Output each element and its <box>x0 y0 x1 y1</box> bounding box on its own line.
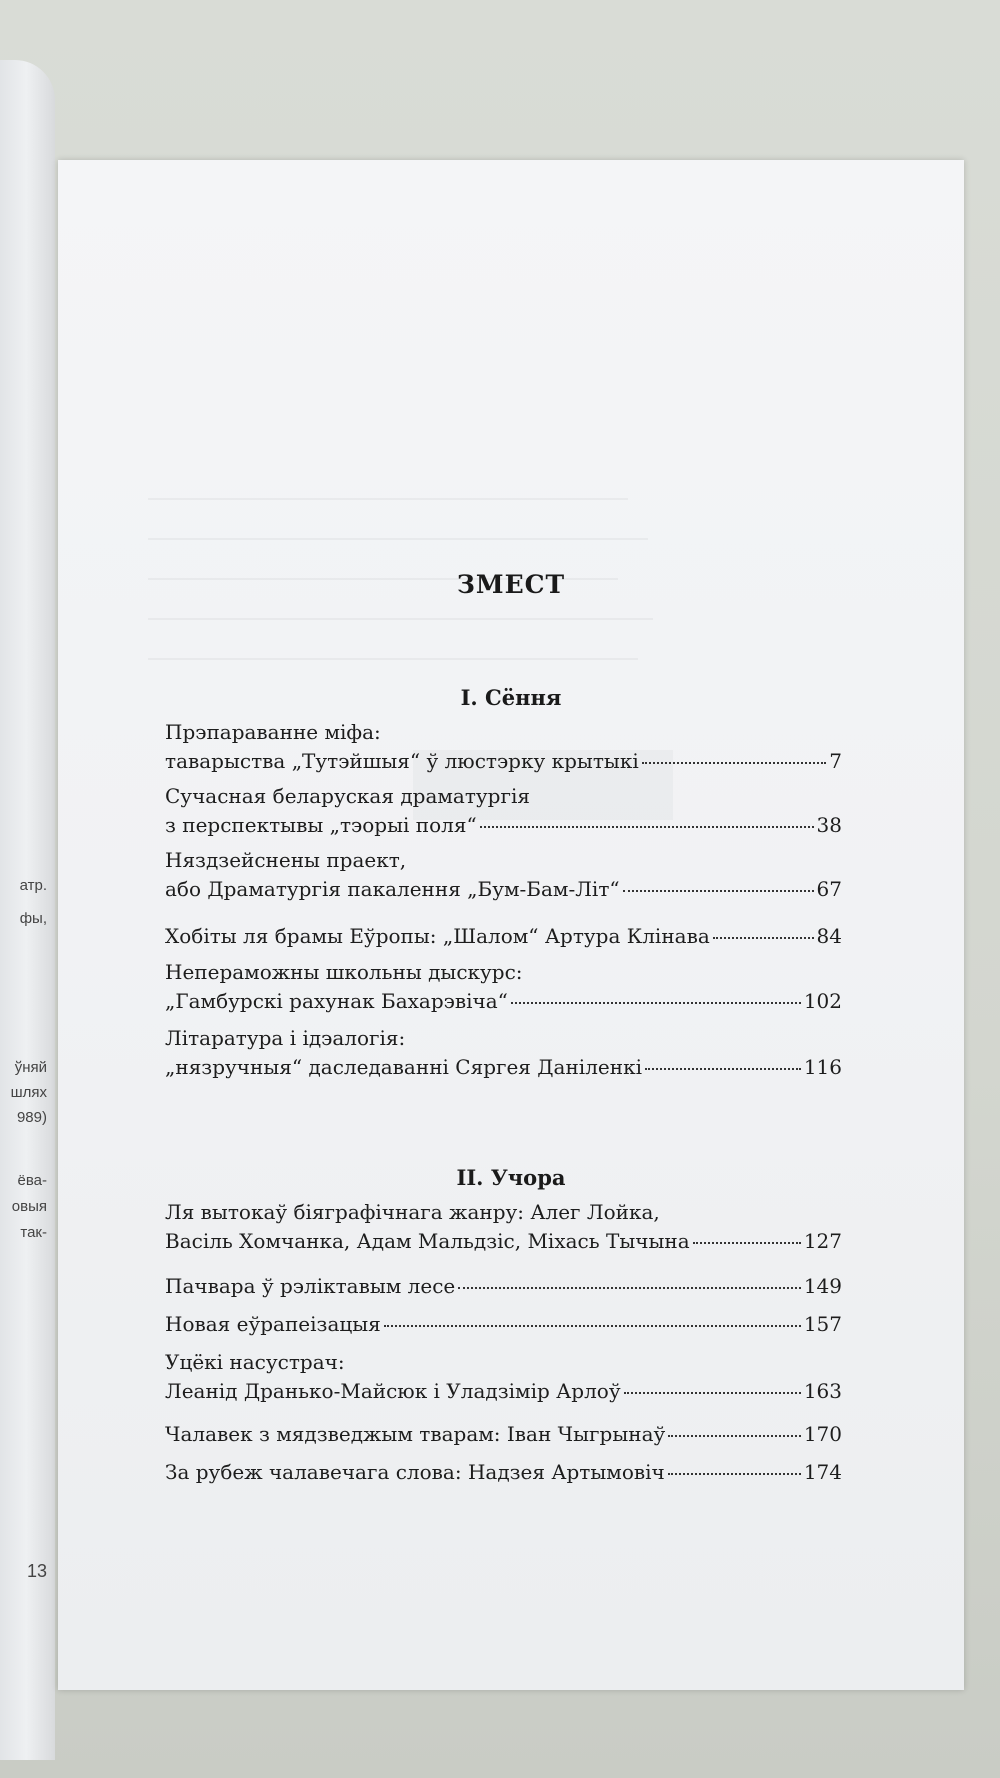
leader-dots <box>645 1067 801 1070</box>
toc-entry <box>165 782 842 840</box>
toc-entry-line: Уцёкі насустрач: <box>165 1350 345 1374</box>
toc-entry <box>165 1310 842 1339</box>
page-number: 163 <box>803 1379 842 1403</box>
page-number: 149 <box>803 1274 842 1298</box>
toc-entry-line: Хобіты ля брамы Еўропы: „Шалом“ Артура Клінава <box>165 924 710 948</box>
toc-entry-line: Васіль Хомчанка, Адам Мальдзіс, Міхась Тычына <box>165 1229 690 1253</box>
left-page-fragment: ёва- <box>17 1172 47 1189</box>
left-page-fragment: 989) <box>16 1109 47 1126</box>
toc-entry-line: Літаратура і ідэалогія: <box>165 1026 406 1050</box>
leader-dots <box>384 1324 801 1327</box>
toc-entry-line: „Гамбурскі рахунак Бахарэвіча“ <box>165 989 508 1013</box>
page-number: 116 <box>803 1055 842 1079</box>
toc-entry-line: Непераможны школьны дыскурс: <box>165 960 523 984</box>
left-page-fragment: так- <box>20 1224 47 1241</box>
toc-entry <box>165 846 842 904</box>
leader-dots <box>458 1286 801 1289</box>
page-number: 174 <box>803 1460 842 1484</box>
leader-dots <box>713 936 814 939</box>
toc-entry-line: таварыства „Тутэйшыя“ ў люстэрку крытыкі <box>165 749 639 773</box>
toc-entry-line: Новая еўрапеізацыя <box>165 1312 381 1336</box>
page-number: 38 <box>816 813 842 837</box>
leader-dots <box>668 1472 801 1475</box>
toc-title: ЗМЕСТ <box>456 570 566 599</box>
toc-entry-line: або Драматургія пакалення „Бум-Бам-Літ“ <box>165 877 620 901</box>
left-page-fragment: овыя <box>11 1198 47 1215</box>
leader-dots <box>624 1391 801 1394</box>
page-number: 157 <box>803 1312 842 1336</box>
leader-dots <box>623 889 814 892</box>
left-page-number: 13 <box>26 1561 47 1581</box>
toc-entry <box>165 718 842 776</box>
show-through-text <box>148 460 668 660</box>
page-number: 170 <box>803 1422 842 1446</box>
toc-entry <box>165 922 842 951</box>
toc-entry-line: Прэпараванне міфа: <box>165 720 381 744</box>
toc-entry-line: Пачвара ў рэліктавым лесе <box>165 1274 456 1298</box>
toc-entry <box>165 1024 842 1082</box>
toc-entry-line: Сучасная беларуская драматургія <box>165 784 530 808</box>
toc-entry <box>165 958 842 1016</box>
page-number: 102 <box>803 989 842 1013</box>
toc-entry-line: За рубеж чалавечага слова: Надзея Артымовіч <box>165 1460 665 1484</box>
toc-entry <box>165 1458 842 1487</box>
toc-entry <box>165 1420 842 1449</box>
toc-entry <box>165 1198 842 1256</box>
left-page-fragment: шлях <box>10 1084 47 1101</box>
section-title: II. Учора <box>456 1165 566 1190</box>
leader-dots <box>480 825 814 828</box>
page-number: 127 <box>803 1229 842 1253</box>
page-number: 67 <box>816 877 842 901</box>
left-page-fragment: атр. <box>19 877 47 894</box>
left-page-fragment: фы, <box>19 910 47 927</box>
toc-entry-line: з перспектывы „тэорыі поля“ <box>165 813 477 837</box>
toc-entry <box>165 1272 842 1301</box>
book-page <box>58 160 964 1690</box>
toc-entry-line: Няздзейснены праект, <box>165 848 407 872</box>
toc-entry-line: Чалавек з мядзведжым тварам: Іван Чыгрынаў <box>165 1422 666 1446</box>
toc-entry-line: Леанід Дранько-Майсюк і Уладзімір Арлоў <box>165 1379 621 1403</box>
toc-entry-line: „нязручныя“ даследаванні Сяргея Даніленкі <box>165 1055 642 1079</box>
leader-dots <box>668 1434 801 1437</box>
toc-entry <box>165 1348 842 1406</box>
left-page-fragment: ўняй <box>14 1059 47 1076</box>
leader-dots <box>511 1001 801 1004</box>
toc-entry-line: Ля вытокаў біяграфічнага жанру: Алег Лойка, <box>165 1200 660 1224</box>
page-number: 84 <box>816 924 842 948</box>
leader-dots <box>693 1241 801 1244</box>
section-title: I. Сёння <box>460 685 562 710</box>
left-page-edge <box>0 60 55 1760</box>
leader-dots <box>642 761 827 764</box>
page-number: 7 <box>829 749 842 773</box>
